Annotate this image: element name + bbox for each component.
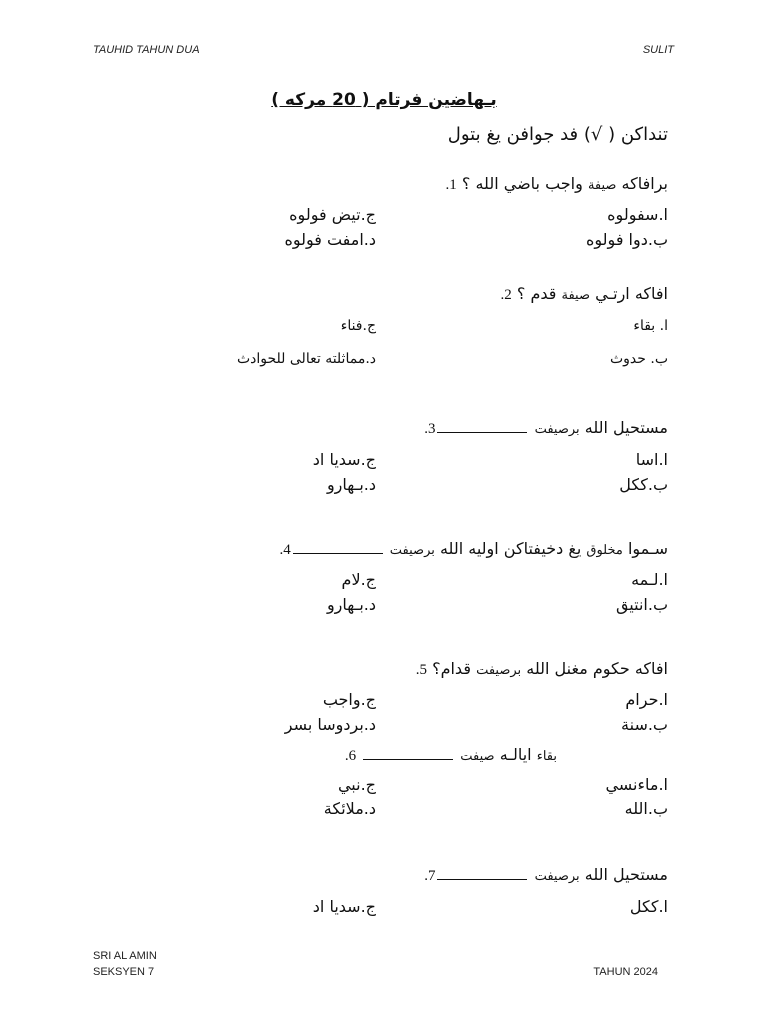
question-text-small: مخلوق xyxy=(586,543,623,558)
question-text: افاكه ارتـي xyxy=(595,284,668,303)
question-text-small: برصيفت xyxy=(534,869,580,884)
question-4 xyxy=(279,539,668,559)
option-b[interactable]: ب.سنة xyxy=(621,715,668,734)
option-b[interactable]: ب.انتيق xyxy=(615,595,668,614)
question-text-small: برصيفت xyxy=(476,663,522,678)
question-number: 7. xyxy=(424,868,436,884)
footer-section: SEKSYEN 7 xyxy=(93,966,155,978)
page-title: بـهاضين فرتام ( 20 مركه ) xyxy=(271,90,497,110)
question-text-small: بقاء xyxy=(536,749,557,764)
option-c[interactable]: ج.لام xyxy=(341,570,376,589)
question-text: قدم ؟ xyxy=(516,284,557,303)
footer-year: TAHUN 2024 xyxy=(593,966,658,978)
question-number: 2. xyxy=(500,287,512,303)
option-a[interactable]: ا.ككل xyxy=(629,897,668,916)
option-c[interactable]: ج.سديا اد xyxy=(312,897,376,916)
option-d[interactable]: د.بـهارو xyxy=(326,595,376,614)
instruction: تنداكن ( √) فد جوافن يغ بتول xyxy=(447,124,668,145)
option-d[interactable]: د.امفت فولوه xyxy=(284,230,376,249)
question-text-small: صيفة xyxy=(561,288,590,303)
option-c[interactable]: ج.تيض فولوه xyxy=(289,205,376,224)
footer-school: SRI AL AMIN xyxy=(93,950,157,962)
option-c[interactable]: ج.نبي xyxy=(337,775,376,794)
question-1 xyxy=(446,174,668,194)
header-subject: TAUHID TAHUN DUA xyxy=(93,44,200,56)
option-d[interactable]: د.بردوسا بسر xyxy=(284,715,376,734)
question-text: واجب باضي الله ؟ xyxy=(461,174,583,193)
answer-blank[interactable] xyxy=(437,431,527,433)
option-a[interactable]: ا.لـمه xyxy=(631,570,668,589)
option-a[interactable]: ا.اسا xyxy=(635,450,668,469)
question-3 xyxy=(424,418,668,438)
option-a[interactable]: ا.ماءنسي xyxy=(605,775,668,794)
question-text: مستحيل الله xyxy=(584,418,668,437)
question-number: 5. xyxy=(415,662,427,678)
question-text: برافاكه xyxy=(621,174,668,193)
question-2 xyxy=(501,284,668,304)
option-b[interactable]: ب. حدوث xyxy=(609,351,668,367)
option-c[interactable]: ج.سديا اد xyxy=(312,450,376,469)
answer-blank[interactable] xyxy=(293,552,383,554)
question-number: 4. xyxy=(279,542,291,558)
option-c[interactable]: ج.فناء xyxy=(340,318,376,334)
question-number: 1. xyxy=(445,177,457,193)
question-6 xyxy=(345,745,557,765)
option-d[interactable]: د.بـهارو xyxy=(326,475,376,494)
question-text-small: برصيفت xyxy=(389,543,435,558)
question-text-small: صيفة xyxy=(587,178,617,193)
question-text: قدام؟ xyxy=(432,659,471,678)
question-text: مستحيل الله xyxy=(584,865,668,884)
option-b[interactable]: ب.ككل xyxy=(619,475,668,494)
question-text-small: برصيفت xyxy=(534,422,580,437)
option-a[interactable]: ا.سفولوه xyxy=(607,205,668,224)
question-text: افاكه حكوم مغنل الله xyxy=(526,659,668,678)
option-c[interactable]: ج.واجب xyxy=(322,690,376,709)
answer-blank[interactable] xyxy=(437,878,527,880)
question-5 xyxy=(416,659,668,679)
option-b[interactable]: ب.الله xyxy=(624,799,668,818)
question-text-small: صيفت xyxy=(460,749,495,764)
question-number: 6. xyxy=(344,748,357,764)
option-d[interactable]: د.مماثلته تعالى للحوادث xyxy=(236,351,376,367)
question-text: سـموا xyxy=(627,539,668,558)
option-a[interactable]: ا. بقاء xyxy=(633,318,668,334)
question-text: ايالـه xyxy=(499,745,532,764)
question-text: يغ دخيفتاكن اوليه الله xyxy=(439,539,582,558)
option-d[interactable]: د.ملائكة xyxy=(323,799,376,818)
question-number: 3. xyxy=(424,421,436,437)
answer-blank[interactable] xyxy=(363,758,453,760)
option-b[interactable]: ب.دوا فولوه xyxy=(586,230,668,249)
option-a[interactable]: ا.حرام xyxy=(625,690,668,709)
question-7 xyxy=(424,865,668,885)
header-classification: SULIT xyxy=(642,44,674,56)
